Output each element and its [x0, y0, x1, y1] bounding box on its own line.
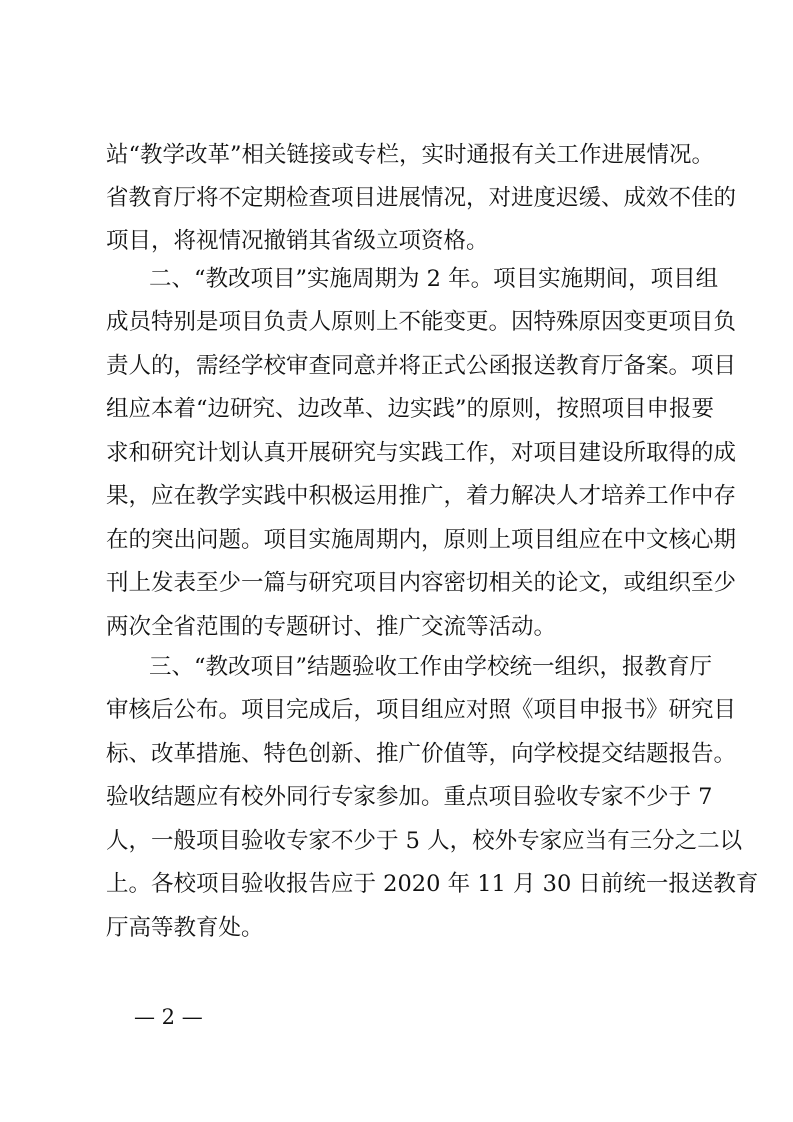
- text-line-14: 审核后公布。项目完成后，项目组应对照《项目申报书》研究目: [106, 697, 737, 723]
- text-line-9: 果，应在教学实践中积极运用推广，着力解决人才培养工作中存: [106, 483, 737, 509]
- text-line-12: 两次全省范围的专题研讨、推广交流等活动。: [106, 614, 557, 640]
- text-line-3: 项目，将视情况撤销其省级立项资格。: [106, 228, 489, 254]
- text-line-13: 三、“教改项目”结题验收工作由学校统一组织，报教育厅: [149, 654, 713, 680]
- text-line-6: 责人的，需经学校审查同意并将正式公函报送教育厅备案。项目: [106, 353, 737, 379]
- page-number: — 2 —: [134, 1005, 203, 1029]
- text-line-4: 二、“教改项目”实施周期为 2 年。项目实施期间，项目组: [149, 266, 719, 292]
- text-line-16: 验收结题应有校外同行专家参加。重点项目验收专家不少于 7: [106, 784, 713, 810]
- text-line-19: 厅高等教育处。: [106, 915, 264, 941]
- text-line-15: 标、改革措施、特色创新、推广价值等，向学校提交结题报告。: [106, 741, 737, 767]
- text-line-1: 站“教学改革”相关链接或专栏，实时通报有关工作进展情况。: [106, 142, 715, 168]
- text-line-5: 成员特别是项目负责人原则上不能变更。因特殊原因变更项目负: [106, 309, 737, 335]
- text-line-7: 组应本着“边研究、边改革、边实践”的原则，按照项目申报要: [106, 396, 715, 422]
- text-line-10: 在的突出问题。项目实施周期内，原则上项目组应在中文核心期: [106, 527, 737, 553]
- text-line-11: 刊上发表至少一篇与研究项目内容密切相关的论文，或组织至少: [106, 570, 737, 596]
- text-line-8: 求和研究计划认真开展研究与实践工作，对项目建设所取得的成: [106, 440, 737, 466]
- text-line-2: 省教育厅将不定期检查项目进展情况，对进度迟缓、成效不佳的: [106, 185, 737, 211]
- text-line-17: 人，一般项目验收专家不少于 5 人，校外专家应当有三分之二以: [106, 828, 743, 854]
- text-line-18: 上。各校项目验收报告应于 2020 年 11 月 30 日前统一报送教育: [106, 871, 759, 897]
